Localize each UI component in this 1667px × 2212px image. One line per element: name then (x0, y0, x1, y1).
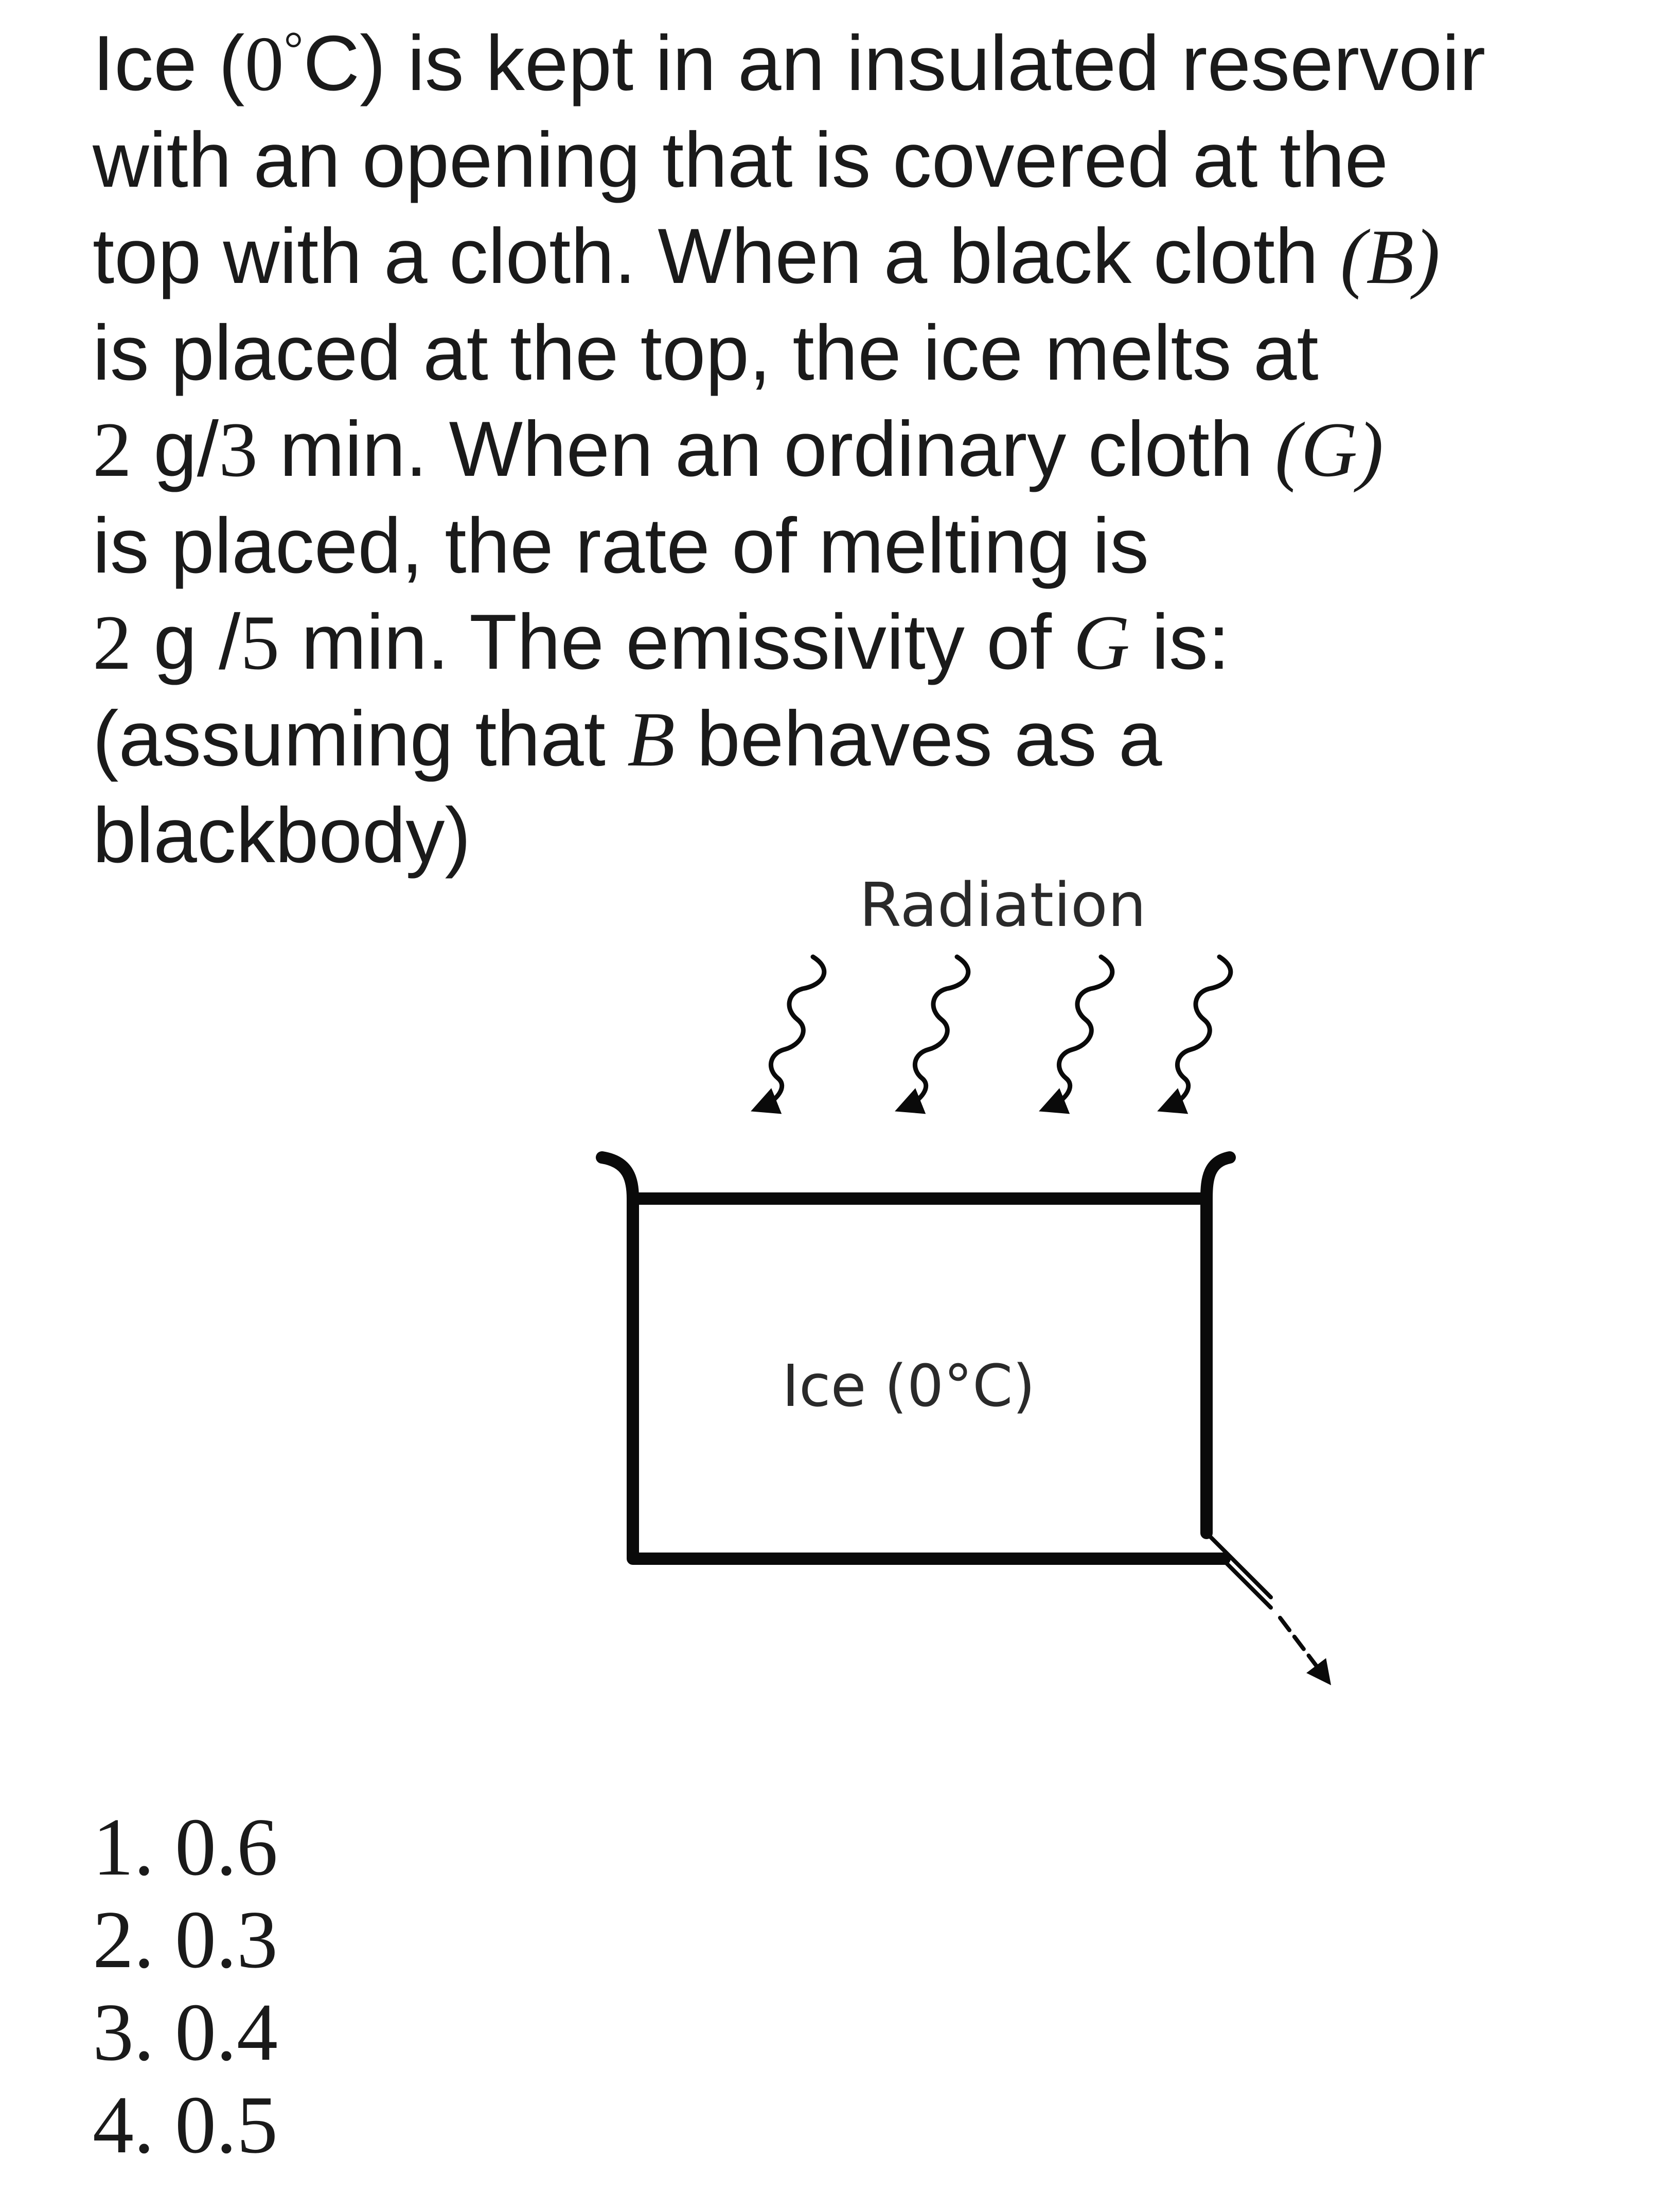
question-line-5: 2 g/3 min. When an ordinary cloth (G) (93, 405, 1384, 493)
option-number: 3. (93, 1986, 154, 2078)
question-line-4: is placed at the top, the ice melts at (93, 309, 1319, 397)
radiation-wave-1 (761, 957, 824, 1107)
option-2[interactable] (93, 1893, 278, 1986)
time-value: 3 (219, 406, 258, 493)
option-1[interactable] (93, 1800, 278, 1893)
option-3[interactable] (93, 1986, 278, 2078)
radiation-wave-3 (1050, 957, 1112, 1107)
option-value: 0.5 (175, 2079, 278, 2170)
option-value: 0.6 (175, 1801, 278, 1893)
degree-sign: ° (283, 22, 304, 76)
question-line-9: blackbody) (93, 792, 471, 879)
ice-label: Ice (0°C) (782, 1353, 1035, 1420)
time-value: 5 (240, 599, 280, 686)
question-line-1: Ice (0°C) is kept in an insulated reservoir (93, 20, 1486, 107)
option-value: 0.3 (175, 1894, 278, 1985)
option-4[interactable] (93, 2078, 278, 2171)
option-number: 1. (93, 1801, 154, 1893)
symbol-black-cloth: (B) (1340, 213, 1440, 300)
option-number: 2. (93, 1894, 154, 1985)
radiation-wave-2 (906, 957, 968, 1107)
symbol-ordinary-cloth: (G) (1274, 406, 1384, 493)
question-line-2: with an opening that is covered at the (93, 116, 1389, 204)
meltwater-arrow (1280, 1618, 1325, 1677)
question-line-3: top with a cloth. When a black cloth (B) (93, 212, 1440, 300)
option-number: 4. (93, 2079, 154, 2170)
option-value: 0.4 (175, 1986, 278, 2078)
radiation-wave-4 (1168, 957, 1231, 1107)
drain-outlet (1207, 1533, 1271, 1608)
mass-value: 2 (93, 599, 132, 686)
answer-options (93, 1800, 278, 2171)
question-line-7: 2 g /5 min. The emissivity of G is: (93, 598, 1230, 686)
temperature-value: 0 (244, 21, 284, 107)
question-line-6: is placed, the rate of melting is (93, 502, 1149, 590)
mass-value: 2 (93, 406, 132, 493)
reservoir-diagram (566, 823, 1389, 1749)
question-line-8: (assuming that B behaves as a (93, 695, 1162, 782)
symbol-b: B (627, 696, 675, 782)
symbol-g: G (1073, 599, 1130, 686)
radiation-label: Radiation (859, 869, 1146, 940)
question-text (93, 15, 1610, 884)
